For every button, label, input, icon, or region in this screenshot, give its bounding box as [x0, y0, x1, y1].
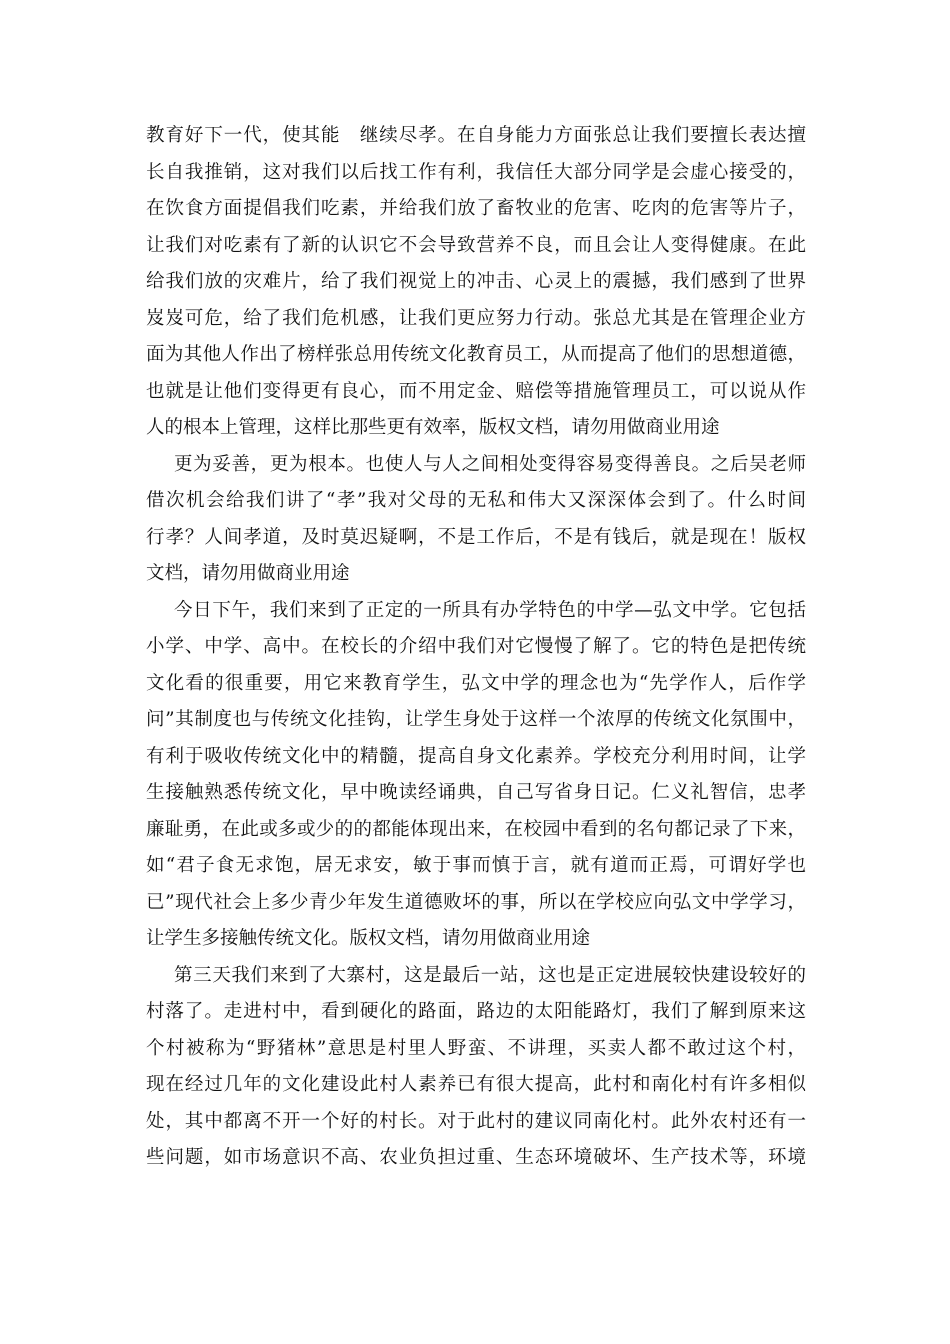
text-line: 行孝？人间孝道，及时莫迟疑啊，不是工作后，不是有钱后，就是现在！版权 — [146, 526, 806, 548]
text-line: 教育好下一代，使其能 继续尽孝。在自身能力方面张总让我们要擅长表达擅 — [146, 125, 806, 146]
text-line: 村落了。走进村中，看到硬化的路面，路边的太阳能路灯，我们了解到原来这 — [146, 1001, 806, 1022]
text-line: 长自我推销，这对我们以后找工作有利，我信任大部分同学是会虚心接受的， — [146, 161, 806, 183]
text-line: 借次机会给我们讲了“孝”我对父母的无私和伟大又深深体会到了。什么时间 — [146, 490, 806, 511]
text-line: 个村被称为“野猪林”意思是村里人野蛮、不讲理，买卖人都不敢过这个村， — [146, 1037, 806, 1059]
text-line: 给我们放的灾难片，给了我们视觉上的冲击、心灵上的震撼，我们感到了世界 — [146, 271, 806, 292]
paragraph-first-line: 第三天我们来到了大寨村，这是最后一站，这也是正定进展较快建设较好的 — [174, 964, 806, 986]
text-line: 现在经过几年的文化建设此村人素养已有很大提高，此村和南化村有许多相似 — [146, 1074, 806, 1095]
text-line: 让我们对吃素有了新的认识它不会导致营养不良，而且会让人变得健康。在此 — [146, 234, 806, 256]
text-line: 面为其他人作出了榜样张总用传统文化教育员工，从而提高了他们的思想道德， — [146, 344, 806, 365]
text-line: 问”其制度也与传统文化挂钩，让学生身处于这样一个浓厚的传统文化氛围中， — [146, 709, 806, 730]
text-line: 生接触熟悉传统文化，早中晚读经诵典，自己写省身日记。仁义礼智信，忠孝 — [146, 782, 806, 803]
document-body — [146, 118, 806, 1177]
paragraph-first-line: 今日下午，我们来到了正定的一所具有办学特色的中学—弘文中学。它包括 — [174, 599, 806, 621]
text-line: 处，其中都离不开一个好的村长。对于此村的建议同南化村。此外农村还有一 — [146, 1110, 806, 1132]
text-line: 岌岌可危，给了我们危机感，让我们更应努力行动。张总尤其是在管理企业方 — [146, 307, 806, 329]
text-line: 廉耻勇，在此或多或少的的都能体现出来，在校园中看到的名句都记录了下来， — [146, 818, 806, 840]
text-line: 也就是让他们变得更有良心，而不用定金、赔偿等措施管理员工，可以说从作 — [146, 380, 806, 402]
text-line: 在饮食方面提倡我们吃素，并给我们放了畜牧业的危害、吃肉的危害等片子， — [146, 198, 806, 219]
text-line: 小学、中学、高中。在校长的介绍中我们对它慢慢了解了。它的特色是把传统 — [146, 636, 806, 657]
text-line: 有利于吸收传统文化中的精髓，提高自身文化素养。学校充分利用时间，让学 — [146, 745, 806, 767]
text-line: 些问题，如市场意识不高、农业负担过重、生态环境破坏、生产技术等，环境 — [146, 1147, 806, 1168]
text-line: 如“君子食无求饱，居无求安，敏于事而慎于言，就有道而正焉，可谓好学也 — [146, 855, 806, 876]
text-line: 已”现代社会上多少青少年发生道德败坏的事，所以在学校应向弘文中学学习， — [146, 891, 806, 913]
text-line: 人的根本上管理，这样比那些更有效率，版权文档，请勿用做商业用途 — [146, 417, 720, 438]
text-line: 文档，请勿用做商业用途 — [146, 563, 350, 584]
text-line: 让学生多接触传统文化。版权文档，请勿用做商业用途 — [146, 928, 591, 949]
text-line: 文化看的很重要，用它来教育学生，弘文中学的理念也为“先学作人，后作学 — [146, 672, 806, 694]
paragraph-first-line: 更为妥善，更为根本。也使人与人之间相处变得容易变得善良。之后吴老师 — [174, 453, 806, 475]
